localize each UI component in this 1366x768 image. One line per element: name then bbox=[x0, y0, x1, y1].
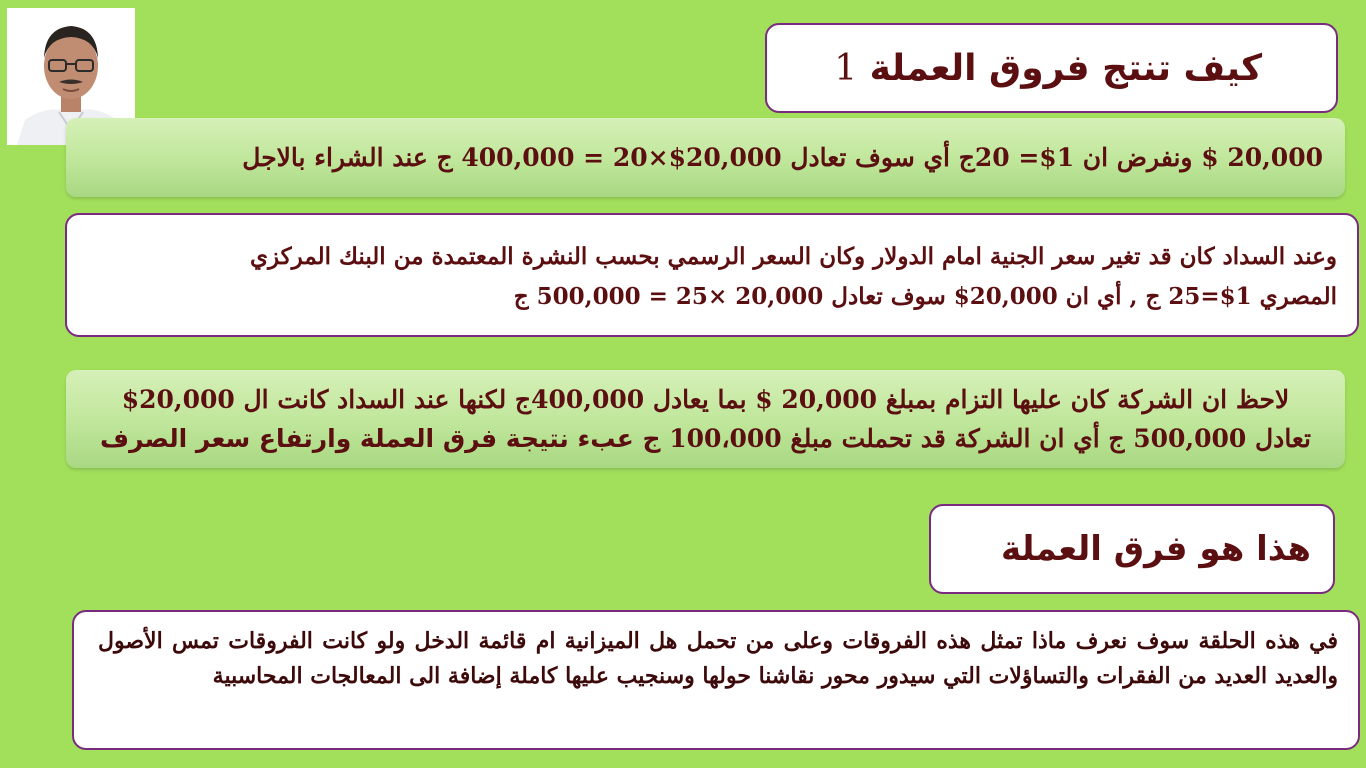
title-box-1 bbox=[765, 23, 1338, 113]
episode-description-box bbox=[72, 610, 1360, 750]
note-line-2 bbox=[96, 419, 1315, 458]
title-box-2 bbox=[929, 504, 1335, 594]
episode-description-text: في هذه الحلقة سوف نعرف ماذا تمثل هذه الفروقات وعلى من تحمل هل الميزانية ام قائمة الدخل ولو كانت الفروقات تمس الأصول والعديد العديد من الفقرات والتساؤلات التي سيدور محور نقاشنا حولها وسنجيب عليها كاملة إضافة الى المعالجات المحاسبية bbox=[98, 628, 1338, 689]
payment-example-line-1: وعند السداد كان قد تغير سعر الجنية امام الدولار وكان السعر الرسمي بحسب النشرة المعتمدة من البنك المركزي bbox=[249, 243, 1337, 270]
title-1 bbox=[834, 48, 1262, 89]
note-box bbox=[66, 370, 1345, 468]
purchase-example-box bbox=[66, 118, 1345, 197]
title-1-text: كيف تنتج فروق العملة bbox=[869, 47, 1262, 89]
title-1-number: 1 bbox=[834, 47, 858, 89]
note-line-2-part-1: تعادل 500,000 ج أي ان الشركة قد تحملت مبلغ 100،000 bbox=[660, 424, 1311, 453]
note-line-2-part-2: ج عبء نتيجة فرق العملة وارتفاع سعر الصرف bbox=[100, 424, 661, 453]
payment-example-line-2: المصري 1$=25 ج , أي ان 20,000$ سوف تعادل 20,000 ×25 = 500,000 ج bbox=[513, 283, 1337, 310]
title-2: هذا هو فرق العملة bbox=[1001, 529, 1311, 569]
note-line-1: لاحظ ان الشركة كان عليها التزام بمبلغ 20,000 $ بما يعادل 400,000ج لكنها عند السداد كانت ال 20,000$ bbox=[121, 385, 1290, 414]
purchase-example-text: 20,000 $ ونفرض ان 1$= 20ج أي سوف تعادل 20,000$×20 = 400,000 ج عند الشراء بالاجل bbox=[242, 143, 1323, 172]
payment-example-box bbox=[65, 213, 1359, 337]
